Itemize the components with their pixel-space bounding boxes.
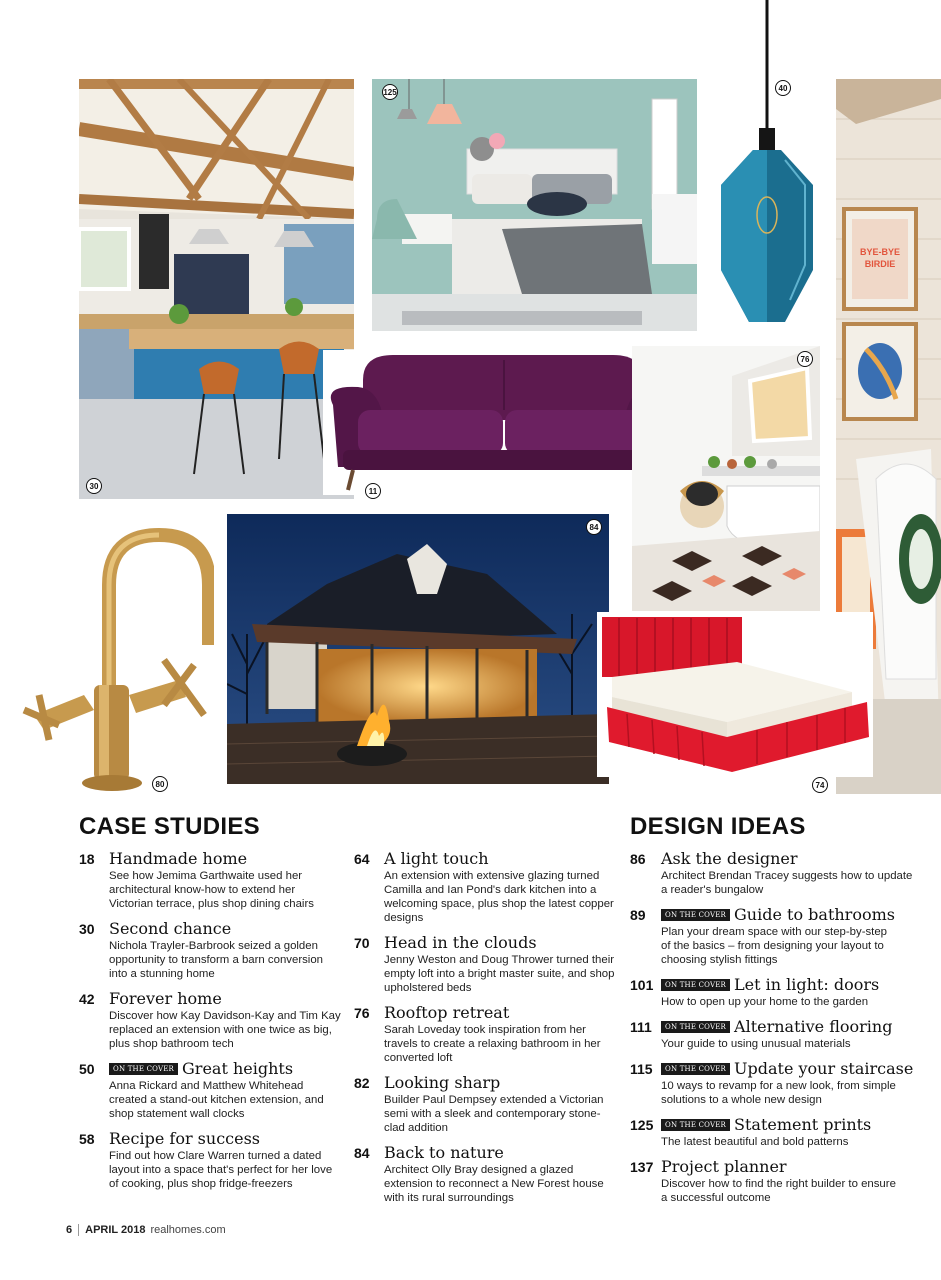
page-number: 76 [354,1005,370,1021]
sofa-photo [323,350,685,495]
page-number: 115 [630,1061,653,1077]
page-badge-pendant: 40 [775,80,791,96]
birdie-print-text: BIRDIE [864,259,896,269]
page-badge-bed: 74 [812,777,828,793]
item-description: Anna Rickard and Matthew Whitehead created a stand-out kitchen extension, and shop statement wall clocks [109,1080,324,1120]
on-the-cover-tag: ON THE COVER [661,1119,730,1131]
case-studies-heading: CASE STUDIES [79,813,260,840]
item-description: An extension with extensive glazing turned Camilla and Ian Pond's dark kitchen into a welcoming space, plus shop the latest copper designs [384,870,614,924]
page-badge-house: 84 [586,519,602,535]
on-the-cover-tag: ON THE COVER [109,1063,178,1075]
item-title: Second chance [109,919,232,938]
page-number: 58 [79,1131,95,1147]
on-the-cover-tag: ON THE COVER [661,909,730,921]
page-number: 18 [79,851,95,867]
page-number: 89 [630,907,646,923]
item-title: Handmade home [109,849,248,868]
page-number: 50 [79,1061,95,1077]
contents-item[interactable] [79,920,341,981]
contents-item[interactable] [630,1018,920,1051]
page-number: 111 [630,1019,652,1035]
contents-item[interactable] [79,850,341,911]
contents-item[interactable] [630,850,920,897]
page-footer [66,1224,226,1236]
item-description: Sarah Loveday took inspiration from her travels to create a relaxing bathroom in her converted loft [384,1024,601,1064]
page-number: 82 [354,1075,370,1091]
page-number: 70 [354,935,370,951]
on-the-cover-tag: ON THE COVER [661,979,730,991]
item-description: Nichola Trayler-Barbrook seized a golden opportunity to transform a barn conversion into a stunning home [109,940,324,980]
item-description: Builder Paul Dempsey extended a Victorian semi with a sleek and contemporary stone-clad addition [384,1094,604,1134]
kitchen-photo [79,79,354,499]
item-title: Project planner [661,1157,787,1176]
item-title: Head in the clouds [384,933,537,952]
item-title: Great heights [182,1059,294,1078]
item-title: Recipe for success [109,1129,261,1148]
item-description: Plan your dream space with our step-by-step of the basics – from designing your layout to choosing stylish fittings [661,926,888,966]
item-title: Let in light: doors [734,975,880,994]
contents-item[interactable] [79,990,341,1051]
contents-item[interactable] [79,1060,341,1121]
on-the-cover-tag: ON THE COVER [661,1063,730,1075]
contents-item[interactable] [354,934,616,995]
item-title: Forever home [109,989,222,1008]
item-title: Ask the designer [661,849,798,868]
house-night-photo [227,514,609,784]
item-description: Find out how Clare Warren turned a dated layout into a space that's perfect for her love of cooking, plus shop fridge-freezers [109,1150,333,1190]
item-title: A light touch [384,849,489,868]
item-title: Update your staircase [734,1059,914,1078]
page-badge-sofa: 11 [365,483,381,499]
item-description: Your guide to using unusual materials [661,1038,851,1050]
contents-item[interactable] [630,906,920,967]
design-ideas-heading: DESIGN IDEAS [630,813,806,840]
footer-website[interactable]: realhomes.com [150,1224,226,1236]
bye-bye-print-text: BYE-BYE [859,247,901,257]
item-description: Architect Brendan Tracey suggests how to update a reader's bungalow [661,870,913,896]
footer-page-number: 6 [66,1224,79,1236]
page-number: 137 [630,1159,654,1175]
pendant-light-photo [715,0,820,330]
on-the-cover-tag: ON THE COVER [661,1021,730,1033]
page-number: 86 [630,851,646,867]
item-description: Architect Olly Bray designed a glazed extension to reconnect a New Forest house with its rural surroundings [384,1164,604,1204]
page-number: 84 [354,1145,370,1161]
item-description: The latest beautiful and bold patterns [661,1136,849,1148]
item-description: Discover how to find the right builder to ensure a successful outcome [661,1178,896,1204]
contents-item[interactable] [630,1060,920,1107]
page-number: 101 [630,977,654,993]
item-description: See how Jemima Garthwaite used her architectural know-how to extend her Victorian terrace, plus shop dining chairs [109,870,314,910]
contents-item[interactable] [354,1004,616,1065]
item-description: Discover how Kay Davidson-Kay and Tim Kay replaced an extension with one twice as big, plus shop bathroom tech [109,1010,341,1050]
bathroom-photo [632,346,820,611]
page-badge-tap: 80 [152,776,168,792]
contents-item[interactable] [354,1144,616,1205]
item-description: 10 ways to revamp for a new look, from simple solutions to a whole new design [661,1080,896,1106]
footer-issue-date: APRIL 2018 [85,1224,146,1236]
item-description: Jenny Weston and Doug Thrower turned their empty loft into a bright master suite, and shop upholstered beds [384,954,615,994]
item-title: Rooftop retreat [384,1003,510,1022]
item-title: Guide to bathrooms [734,905,895,924]
brass-tap-photo [14,525,214,795]
page-number: 125 [630,1117,654,1133]
item-description: How to open up your home to the garden [661,996,869,1008]
contents-item[interactable] [630,1158,920,1205]
item-title: Looking sharp [384,1073,501,1092]
contents-item[interactable] [79,1130,341,1191]
contents-item[interactable] [354,1074,616,1135]
contents-item[interactable] [354,850,616,925]
red-bed-photo [597,612,873,777]
item-title: Alternative flooring [734,1017,893,1036]
contents-item[interactable] [630,976,920,1009]
page-badge-kitchen: 30 [86,478,102,494]
page-badge-bedroom: 125 [382,84,398,100]
contents-item[interactable] [630,1116,920,1149]
page-badge-bathroom: 76 [797,351,813,367]
page-number: 42 [79,991,95,1007]
item-title: Statement prints [734,1115,872,1134]
bedroom-photo [372,79,697,331]
item-title: Back to nature [384,1143,504,1162]
page-number: 64 [354,851,370,867]
page-number: 30 [79,921,95,937]
